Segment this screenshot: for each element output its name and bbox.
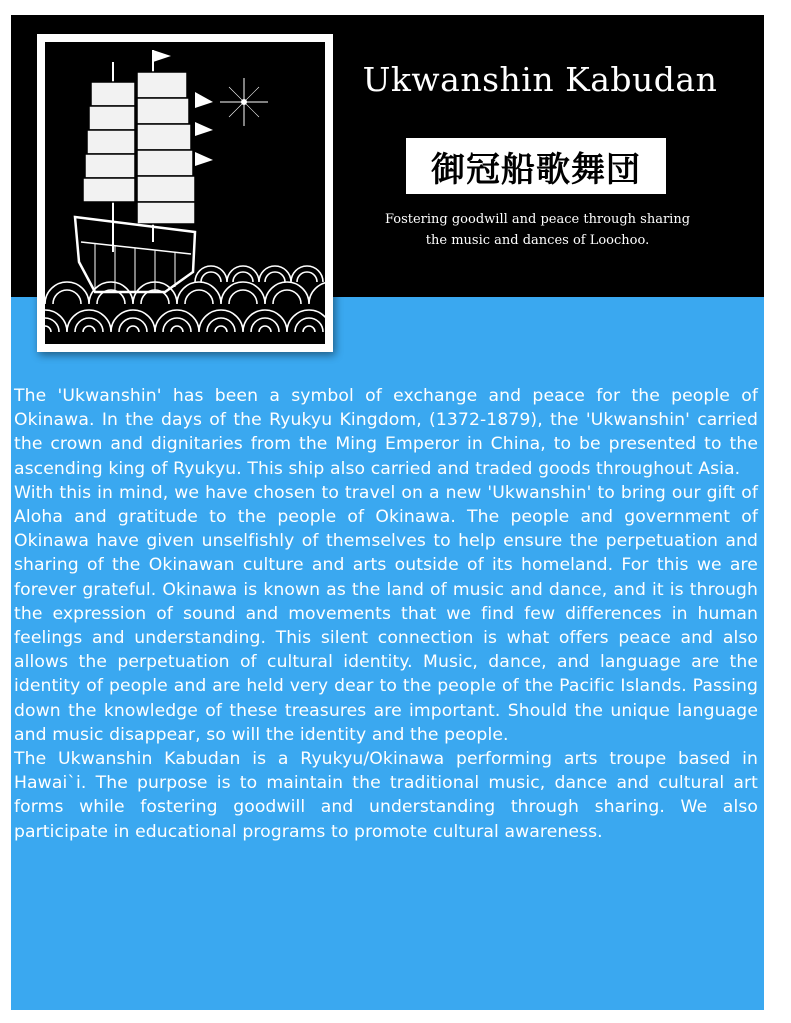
ship-illustration [45,42,325,344]
tagline [370,209,705,251]
page-title: Ukwanshin Kabudan [362,60,718,99]
tagline-line-1: Fostering goodwill and peace through sharing [384,212,691,227]
ship-photo-frame [37,34,333,352]
kanji-title-box [406,138,666,194]
paragraph-history: The 'Ukwanshin' has been a symbol of exchange and peace for the people of Okinawa. In the days of the Ryukyu Kingdom, (1372-1879), the 'Ukwanshin' carried the crown and dignitaries from the Ming Emperor in China, to be presented to the ascending king of Ryukyu. This ship also carried and traded goods throughout Asia. [14,386,758,479]
paragraph-mission: With this in mind, we have chosen to travel on a new 'Ukwanshin' to bring our gift of Aloha and gratitude to the people of Okinawa. The people and government of Okinawa have given unselfishly of themselves to help ensure the perpetuation and sharing of the Okinawan culture and arts outside of its homeland. For this we are forever grateful. Okinawa is known as the land of music and dance, and it is through the expression of sound and movements that we find few differences in human feelings and understanding. This silent connection is what offers peace and also allows the perpetuation of cultural identity. Music, dance, and language are the identity of people and are held very dear to the people of the Pacific Islands. Passing down the knowledge of these treasures are important. Should the unique language and music disappear, so will the identity and the people. [14,482,758,745]
kanji-title: 御冠船歌舞団 [431,149,641,190]
tagline-line-2: the music and dances of Loochoo. [425,233,650,248]
body-text [14,384,758,844]
star-icon [220,78,268,126]
paragraph-about: The Ukwanshin Kabudan is a Ryukyu/Okinawa performing arts troupe based in Hawai`i. The purpose is to maintain the traditional music, dance and cultural art forms while fostering goodwill and understanding through sharing. We also participate in educational programs to promote cultural awareness. [14,749,758,842]
ship-svg [45,42,325,344]
